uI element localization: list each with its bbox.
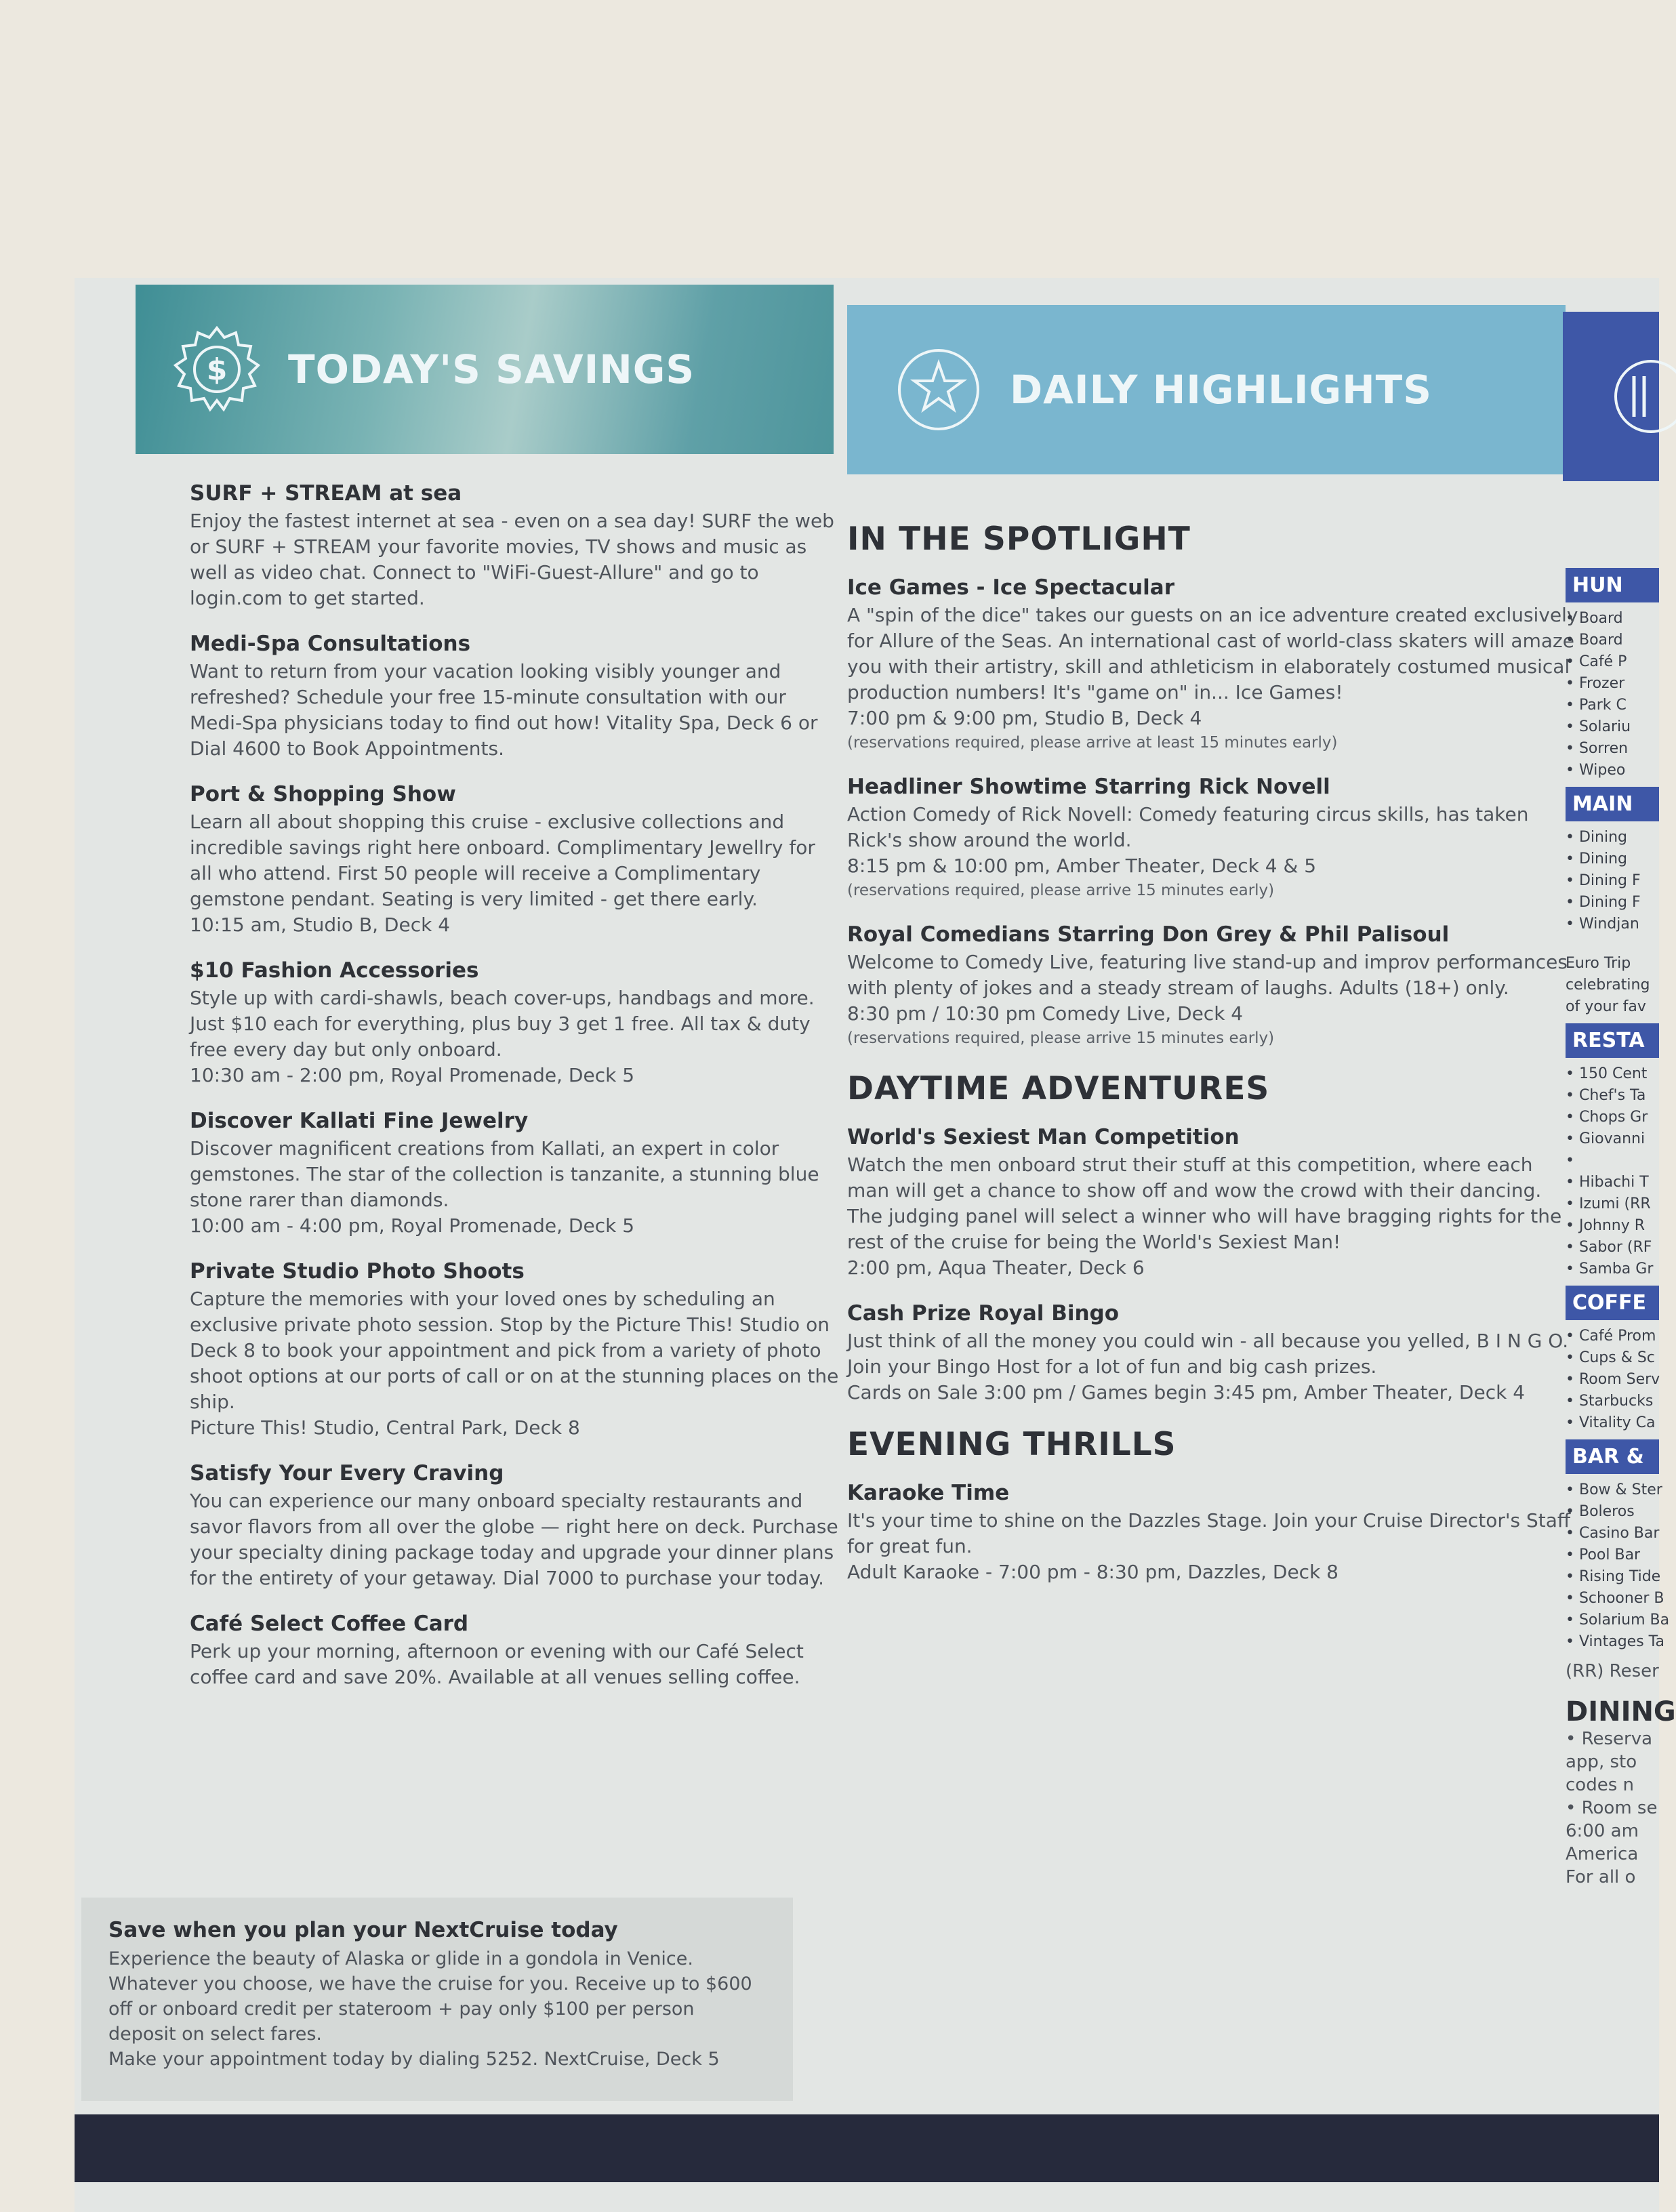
item-body: Just think of all the money you could win - all because you yelled, B I N G O. Join your Bingo Host for a lot of fun and big cash prizes. xyxy=(847,1330,1569,1378)
list-item: • Vitality Ca xyxy=(1566,1414,1656,1431)
todays-savings-column xyxy=(190,481,840,1711)
program-sheet xyxy=(75,278,1676,2212)
promo-detail: Make your appointment today by dialing 5252. NextCruise, Deck 5 xyxy=(108,2049,720,2070)
item-note: (reservations required, please arrive 15 minutes early) xyxy=(847,882,1275,899)
item-detail: Picture This! Studio, Central Park, Deck 8 xyxy=(190,1416,580,1439)
item-body: It's your time to shine on the Dazzles Stage. Join your Cruise Director's Staff for great fun. xyxy=(847,1509,1571,1557)
item-body: Enjoy the fastest internet at sea - even on a sea day! SURF the web or SURF + STREAM your favorite movies, TV shows and music as well as video chat. Connect to "WiFi-Guest-Allure" and go to login.com to get started. xyxy=(190,510,834,609)
item-title: $10 Fashion Accessories xyxy=(190,958,479,983)
item-detail: 7:00 pm & 9:00 pm, Studio B, Deck 4 xyxy=(847,707,1202,729)
dining-column-partial xyxy=(1566,562,1676,1889)
list-item: • Café Prom xyxy=(1566,1328,1656,1345)
item-body: Discover magnificent creations from Kallati, an expert in color gemstones. The star of the collection is tanzanite, a stunning blue stone rarer than diamonds. xyxy=(190,1137,819,1211)
item-body: Welcome to Comedy Live, featuring live stand-up and improv performances with plenty of jokes and a steady stream of laughs. Adults (18+) only. xyxy=(847,951,1568,999)
daily-highlights-column xyxy=(847,508,1579,1605)
list-item: America xyxy=(1566,1844,1639,1864)
item-body: Want to return from your vacation looking visibly younger and refreshed? Schedule your free 15-minute consultation with our Medi-Spa physicians today to find out how! Vitality Spa, Deck 6 or Dial 4600 to Book Appointments. xyxy=(190,660,818,760)
item-body: Capture the memories with your loved ones by scheduling an exclusive private photo session. Stop by the Picture This! Studio on Deck 8 to book your appointment and pick from a variety of photo shoot options at our ports of call or on at the stunning places on the ship. xyxy=(190,1288,839,1413)
list-item: • Wipeo xyxy=(1566,762,1626,779)
promo-body: Experience the beauty of Alaska or glide in a gondola in Venice. Whatever you choose, we have the cruise for you. Receive up to $600 off or onboard credit per stateroom + pay only $100 per person deposit on select fares. xyxy=(108,1948,752,2045)
item-title: Headliner Showtime Starring Rick Novell xyxy=(847,775,1330,799)
item-title: Private Studio Photo Shoots xyxy=(190,1259,525,1284)
savings-item xyxy=(190,958,840,1088)
item-title: Cash Prize Royal Bingo xyxy=(847,1301,1120,1326)
list-item: • Dining xyxy=(1566,829,1627,846)
list-item: • Pool Bar xyxy=(1566,1547,1641,1563)
item-body: Action Comedy of Rick Novell: Comedy featuring circus skills, has taken Rick's show around the world. xyxy=(847,803,1529,851)
item-detail: 8:15 pm & 10:00 pm, Amber Theater, Deck 4 & 5 xyxy=(847,855,1317,877)
list-item: For all o xyxy=(1566,1867,1636,1887)
list-item: • Room se xyxy=(1566,1798,1658,1818)
list-item: • Starbucks xyxy=(1566,1393,1654,1410)
highlight-item xyxy=(847,775,1579,902)
savings-item xyxy=(190,1612,840,1690)
list-item: • Chef's Ta xyxy=(1566,1087,1646,1104)
item-detail: Adult Karaoke - 7:00 pm - 8:30 pm, Dazzles, Deck 8 xyxy=(847,1561,1338,1583)
section-heading: EVENING THRILLS xyxy=(847,1426,1177,1463)
list-item: • Board xyxy=(1566,632,1623,649)
list-item: Euro Trip xyxy=(1566,955,1631,972)
list-item: • Vintages Ta xyxy=(1566,1633,1664,1650)
highlight-item xyxy=(847,922,1579,1050)
dining-header xyxy=(1563,312,1659,481)
item-body: Perk up your morning, afternoon or evening with our Café Select coffee card and save 20%. Available at all venues selling coffee. xyxy=(190,1640,804,1688)
list-item: • Samba Gr xyxy=(1566,1261,1654,1277)
list-item: • 150 Cent xyxy=(1566,1065,1648,1082)
list-item: • Frozer xyxy=(1566,675,1625,692)
savings-item xyxy=(190,1259,840,1441)
list-item: • Solarium Ba xyxy=(1566,1612,1670,1629)
list-item: • Casino Bar xyxy=(1566,1525,1660,1542)
list-item: • Sabor (RF xyxy=(1566,1239,1652,1256)
list-item: • Dining xyxy=(1566,851,1627,867)
section-tag: RESTA xyxy=(1566,1023,1659,1058)
item-title: World's Sexiest Man Competition xyxy=(847,1125,1240,1149)
list-item: • Cups & Sc xyxy=(1566,1349,1655,1366)
highlight-item xyxy=(847,1301,1579,1406)
item-body: Style up with cardi-shawls, beach cover-ups, handbags and more. Just $10 each for everything, plus buy 3 get 1 free. All tax & duty free every day but only onboard. xyxy=(190,987,815,1061)
daily-highlights-header xyxy=(847,305,1566,474)
item-detail: 8:30 pm / 10:30 pm Comedy Live, Deck 4 xyxy=(847,1002,1244,1025)
todays-savings-title: TODAY'S SAVINGS xyxy=(288,346,695,392)
section-tag: MAIN xyxy=(1566,787,1659,821)
savings-item xyxy=(190,481,840,611)
list-item: • Bow & Ster xyxy=(1566,1481,1662,1498)
section-tag: BAR & xyxy=(1566,1439,1659,1474)
item-title: Karaoke Time xyxy=(847,1481,1010,1505)
list-item: • Café P xyxy=(1566,653,1627,670)
list-item: • Dining F xyxy=(1566,894,1641,911)
rr-note: (RR) Reser xyxy=(1566,1661,1659,1681)
section-heading: DAYTIME ADVENTURES xyxy=(847,1070,1270,1107)
list-item: • Boleros xyxy=(1566,1503,1635,1520)
star-circle-icon xyxy=(895,346,983,434)
item-title: SURF + STREAM at sea xyxy=(190,481,462,506)
list-item: • Hibachi T xyxy=(1566,1174,1649,1191)
list-item: • xyxy=(1566,1152,1574,1169)
highlight-item xyxy=(847,575,1579,754)
list-item: app, sto xyxy=(1566,1752,1637,1772)
highlight-item xyxy=(847,1125,1579,1281)
footer-band xyxy=(75,2114,1659,2182)
item-detail: 10:15 am, Studio B, Deck 4 xyxy=(190,914,451,936)
fork-knife-icon xyxy=(1610,359,1664,434)
list-item: • Dining F xyxy=(1566,872,1641,889)
item-detail: Cards on Sale 3:00 pm / Games begin 3:45 pm, Amber Theater, Deck 4 xyxy=(847,1381,1526,1404)
dollar-badge-icon xyxy=(173,325,261,413)
list-item: • Chops Gr xyxy=(1566,1109,1648,1126)
item-title: Medi-Spa Consultations xyxy=(190,632,471,656)
highlight-item xyxy=(847,1481,1579,1585)
list-item: • Giovanni xyxy=(1566,1130,1646,1147)
item-detail: 10:00 am - 4:00 pm, Royal Promenade, Deck 5 xyxy=(190,1214,635,1237)
list-item: • Solariu xyxy=(1566,718,1631,735)
item-title: Royal Comedians Starring Don Grey & Phil Palisoul xyxy=(847,922,1450,947)
item-body: Watch the men onboard strut their stuff at this competition, where each man will get a chance to show off and wow the crowd with their dancing. The judging panel will select a winner who will have bragging rights for the rest of the cruise for being the World's Sexiest Man! xyxy=(847,1153,1562,1253)
list-item: • Windjan xyxy=(1566,916,1639,933)
daily-highlights-title: DAILY HIGHLIGHTS xyxy=(1010,367,1433,413)
dining-heading: DINING xyxy=(1566,1696,1676,1727)
item-detail: 10:30 am - 2:00 pm, Royal Promenade, Deck 5 xyxy=(190,1064,635,1086)
list-item: • Izumi (RR xyxy=(1566,1195,1651,1212)
list-item: • Sorren xyxy=(1566,740,1629,757)
list-item: • Johnny R xyxy=(1566,1217,1646,1234)
item-body: You can experience our many onboard specialty restaurants and savor flavors from all over the globe — right here on deck. Purchase your specialty dining package today and upgrade your dinner plans for the entirety of your getaway. Dial 7000 to purchase your today. xyxy=(190,1490,838,1589)
list-item: • Board xyxy=(1566,610,1623,627)
savings-item xyxy=(190,782,840,938)
nextcruise-promo xyxy=(81,1898,793,2101)
list-item: codes n xyxy=(1566,1775,1634,1795)
savings-item xyxy=(190,1461,840,1591)
list-item: • Schooner B xyxy=(1566,1590,1664,1607)
list-item: • Rising Tide xyxy=(1566,1568,1661,1585)
svg-text:$: $ xyxy=(206,352,228,387)
list-item: • Reserva xyxy=(1566,1729,1653,1749)
item-detail: 2:00 pm, Aqua Theater, Deck 6 xyxy=(847,1256,1145,1279)
item-note: (reservations required, please arrive at least 15 minutes early) xyxy=(847,734,1338,752)
list-item: • Park C xyxy=(1566,697,1627,714)
item-body: Learn all about shopping this cruise - exclusive collections and incredible savings right here onboard. Complimentary Jewellry for all who attend. First 50 people will receive a Complimentary gemstone pendant. Seating is very limited - get there early. xyxy=(190,811,815,910)
section-tag: COFFE xyxy=(1566,1286,1659,1320)
item-title: Café Select Coffee Card xyxy=(190,1612,469,1636)
promo-title: Save when you plan your NextCruise today xyxy=(108,1918,618,1942)
item-note: (reservations required, please arrive 15 minutes early) xyxy=(847,1029,1275,1047)
savings-item xyxy=(190,632,840,762)
item-title: Port & Shopping Show xyxy=(190,782,456,806)
list-item: celebrating xyxy=(1566,977,1650,994)
list-item: 6:00 am xyxy=(1566,1821,1639,1841)
item-title: Discover Kallati Fine Jewelry xyxy=(190,1109,529,1133)
item-body: A "spin of the dice" takes our guests on an ice adventure created exclusively for Allure of the Seas. An international cast of world-class skaters will amaze you with their artistry, skill and athleticism in elaborately costumed musical production numbers! It's "game on" in... Ice Games! xyxy=(847,604,1578,703)
savings-item xyxy=(190,1109,840,1239)
list-item: • Room Serv xyxy=(1566,1371,1660,1388)
section-heading: IN THE SPOTLIGHT xyxy=(847,520,1191,558)
list-item: of your fav xyxy=(1566,998,1646,1015)
item-title: Ice Games - Ice Spectacular xyxy=(847,575,1174,600)
todays-savings-header xyxy=(136,285,834,454)
item-title: Satisfy Your Every Craving xyxy=(190,1461,504,1486)
section-tag: HUN xyxy=(1566,568,1659,602)
